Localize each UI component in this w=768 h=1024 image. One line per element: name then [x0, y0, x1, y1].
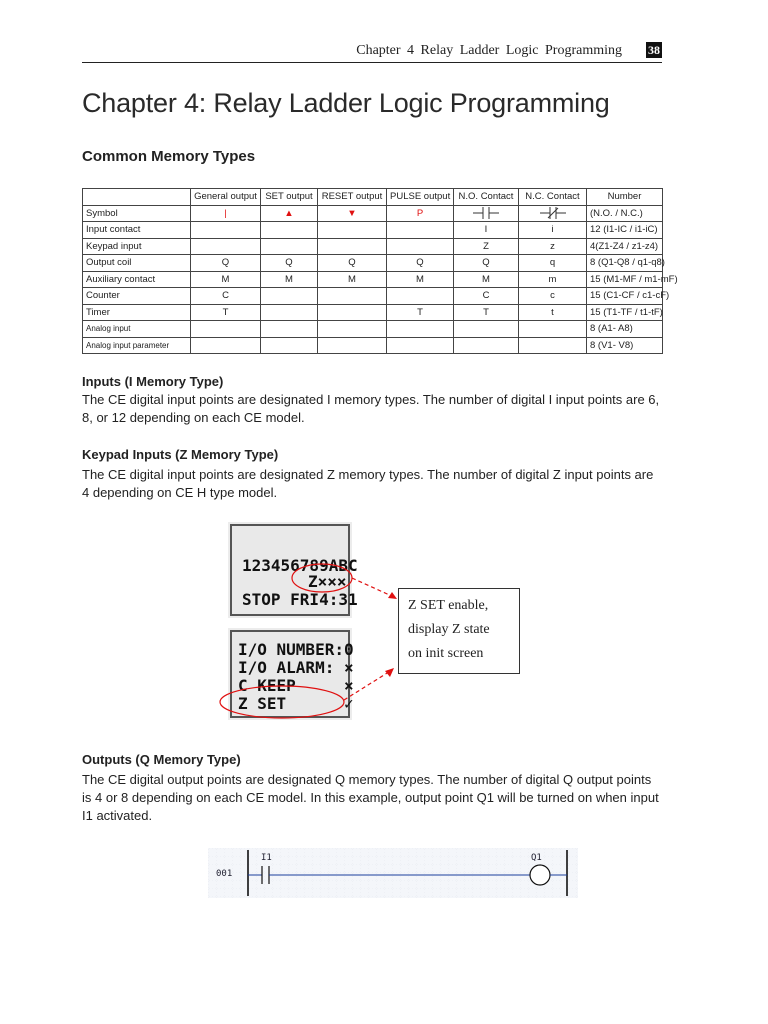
table-cell: T — [387, 304, 454, 321]
outputs-heading: Outputs (Q Memory Type) — [82, 752, 241, 767]
row-label: Keypad input — [83, 238, 191, 255]
lcd-top-line-2: Z××× — [308, 572, 347, 591]
table-cell: z — [519, 238, 587, 255]
running-title: Chapter 4 Relay Ladder Logic Programming — [356, 43, 622, 58]
table-cell: T — [454, 304, 519, 321]
general-output-symbol: | — [191, 205, 261, 222]
arrow-head-icon — [388, 592, 397, 599]
outputs-paragraph: The CE digital output points are designated Q memory types. The number of digital Q output points is 4 or 8 depending on each CE model. In this example, output point Q1 will be turned on when input I1 activated. — [82, 772, 659, 823]
table-cell: M — [261, 271, 318, 288]
table-cell: T — [191, 304, 261, 321]
table-header: RESET output — [318, 189, 387, 206]
highlight-ellipse-top — [292, 564, 352, 592]
table-header: General output — [191, 189, 261, 206]
callout-line-top — [352, 578, 396, 598]
table-cell: 12 (I1-IC / i1-iC) — [587, 222, 663, 239]
table-cell: Q — [191, 255, 261, 272]
inputs-heading: Inputs (I Memory Type) — [82, 374, 224, 389]
row-label: Analog input — [83, 321, 191, 338]
table-header: N.O. Contact — [454, 189, 519, 206]
table-cell: M — [191, 271, 261, 288]
table-cell: M — [318, 271, 387, 288]
number-cell: (N.O. / N.C.) — [587, 205, 663, 222]
lcd-bottom-line-1: I/O NUMBER:0 — [238, 640, 354, 659]
table-cell: Q — [387, 255, 454, 272]
reset-output-symbol: ▼ — [318, 205, 387, 222]
table-cell: 8 (V1- V8) — [587, 337, 663, 354]
note-line-3: on init screen — [408, 646, 484, 661]
row-label: Auxiliary contact — [83, 271, 191, 288]
callout-note-box — [398, 588, 520, 674]
table-header: PULSE output — [387, 189, 454, 206]
table-header: N.C. Contact — [519, 189, 587, 206]
lcd-top-line-1: 123456789ABC — [242, 556, 358, 575]
table-cell: 8 (A1- A8) — [587, 321, 663, 338]
rung-number: 001 — [216, 869, 233, 879]
note-line-1: Z SET enable, — [408, 598, 489, 613]
contact-label: I1 — [261, 853, 272, 863]
table-cell: C — [454, 288, 519, 305]
table-header: Number — [587, 189, 663, 206]
row-label: Analog input parameter — [83, 337, 191, 354]
arrow-head-icon — [385, 668, 394, 677]
table-cell: Q — [318, 255, 387, 272]
row-label: Timer — [83, 304, 191, 321]
table-cell: m — [519, 271, 587, 288]
row-label: Symbol — [83, 205, 191, 222]
keypad-paragraph: The CE digital input points are designated Z memory types. The number of digital Z input points are 4 depending on CE H type model. — [82, 467, 654, 500]
row-label: Counter — [83, 288, 191, 305]
table-cell: 15 (T1-TF / t1-tF) — [587, 304, 663, 321]
table-cell: Q — [261, 255, 318, 272]
lcd-bottom-line-3: C KEEP × — [238, 676, 354, 695]
highlight-ellipse-bottom — [220, 686, 344, 718]
inputs-paragraph: The CE digital input points are designated I memory types. The number of digital I input points are 6, 8, or 12 depending on each CE model. — [82, 392, 660, 425]
table-cell: i — [519, 222, 587, 239]
lcd-bottom-line-4: Z SET ✓ — [238, 694, 354, 713]
table-cell: q — [519, 255, 587, 272]
coil-label: Q1 — [531, 853, 542, 863]
ladder-diagram — [208, 848, 578, 898]
table-header: SET output — [261, 189, 318, 206]
table-cell: I — [454, 222, 519, 239]
table-cell: c — [519, 288, 587, 305]
table-cell: Z — [454, 238, 519, 255]
page-number: 38 — [648, 43, 660, 57]
callout-line-bottom — [344, 670, 392, 700]
set-output-symbol: ▲ — [261, 205, 318, 222]
lcd-top-line-3: STOP FRI4:31 — [242, 590, 358, 609]
table-cell: t — [519, 304, 587, 321]
table-cell: 4(Z1-Z4 / z1-z4) — [587, 238, 663, 255]
lcd-bottom-line-2: I/O ALARM: × — [238, 658, 354, 677]
pulse-output-symbol: P — [387, 205, 454, 222]
keypad-heading: Keypad Inputs (Z Memory Type) — [82, 447, 279, 462]
chapter-title: Chapter 4: Relay Ladder Logic Programming — [82, 88, 610, 118]
table-cell: 15 (C1-CF / c1-cF) — [587, 288, 663, 305]
section-title: Common Memory Types — [82, 148, 256, 165]
table-cell: 15 (M1-MF / m1-mF) — [587, 271, 663, 288]
row-label: Input contact — [83, 222, 191, 239]
note-line-2: display Z state — [408, 622, 490, 637]
table-cell: M — [454, 271, 519, 288]
table-cell: M — [387, 271, 454, 288]
table-cell: C — [191, 288, 261, 305]
table-cell: Q — [454, 255, 519, 272]
table-cell: 8 (Q1-Q8 / q1-q8) — [587, 255, 663, 272]
row-label: Output coil — [83, 255, 191, 272]
